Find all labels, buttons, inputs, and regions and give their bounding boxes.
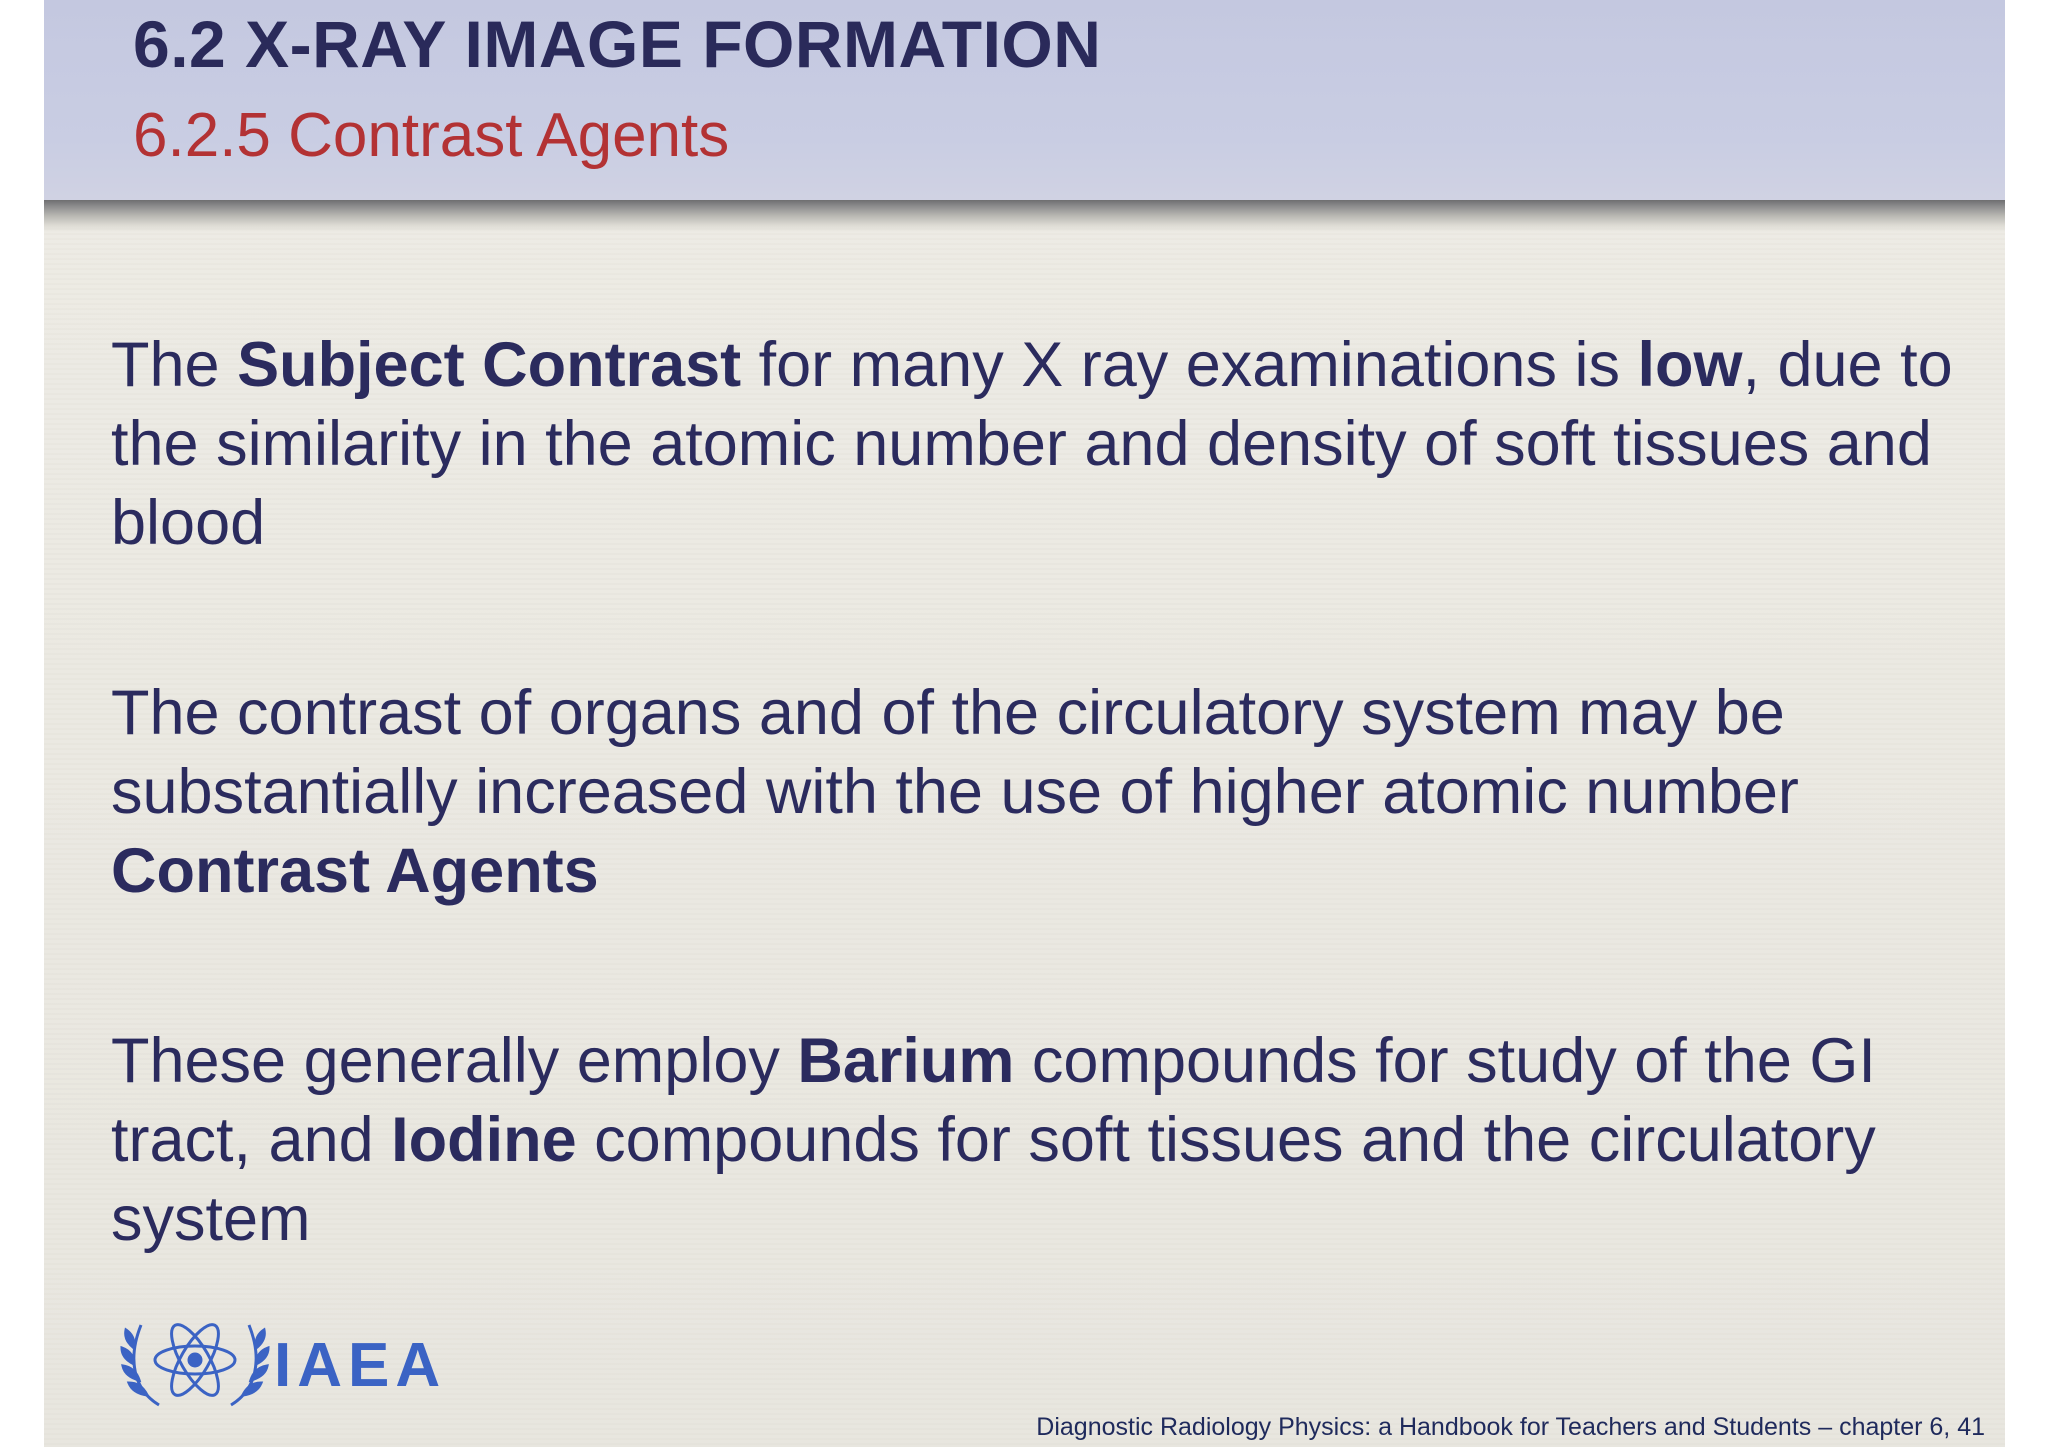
paragraph-text: The contrast of organs and of the circulatory system may be substantially increased with the use of higher atomic number [111, 678, 1799, 827]
paragraph-subject-contrast [111, 326, 1971, 563]
slide-title: 6.2 X-RAY IMAGE FORMATION [133, 7, 1102, 81]
paragraph-emphasis: Subject Contrast [237, 330, 742, 400]
paragraph-text: compounds for study of the GI tract, and [111, 1026, 1876, 1175]
slide [44, 0, 2005, 1447]
paragraph-text: compounds for soft tissues and the circulatory system [111, 1105, 1876, 1254]
footer-citation: Diagnostic Radiology Physics: a Handbook for Teachers and Students – chapter 6, 41 [1036, 1413, 1985, 1441]
paragraph-emphasis: low [1637, 330, 1743, 400]
paragraph-text: These generally employ [111, 1026, 798, 1096]
paragraph-barium-iodine [111, 1022, 1971, 1259]
slide-subtitle: 6.2.5 Contrast Agents [133, 101, 730, 170]
paragraph-text: The [111, 330, 238, 400]
paragraph-emphasis: Contrast Agents [111, 836, 599, 906]
paragraph-text: for many X ray examinations is [741, 330, 1638, 400]
paragraph-emphasis: Iodine [391, 1105, 577, 1175]
header-divider [44, 200, 2005, 232]
iaea-logo-text: IAEA [274, 1331, 447, 1400]
paragraph-contrast-agents [111, 674, 1971, 911]
paragraph-text: , due to the similarity in the atomic number and density of soft tissues and blood [111, 330, 1953, 558]
paragraph-emphasis: Barium [797, 1026, 1015, 1096]
